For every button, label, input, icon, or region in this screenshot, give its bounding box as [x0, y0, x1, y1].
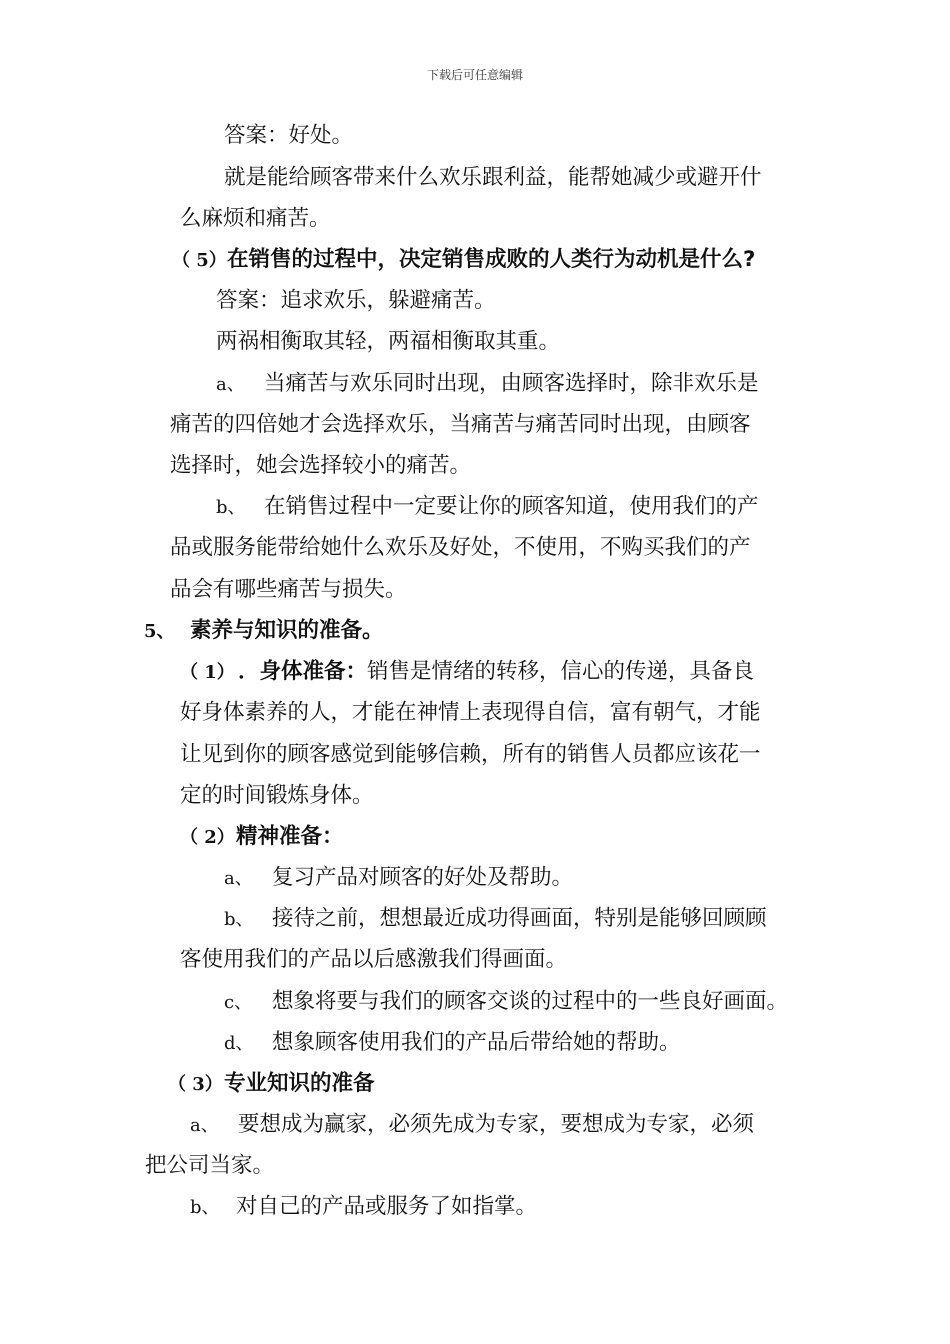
subheading-text: ．身体准备：	[238, 659, 368, 684]
heading-text: 素养与知识的准备。	[190, 618, 384, 643]
page-header: 下载后可任意编辑	[426, 68, 523, 82]
list-marker: b、	[224, 909, 254, 930]
paragraph-line	[180, 781, 374, 811]
line-text: 品会有哪些痛苦与损失。	[170, 577, 407, 602]
list-marker: （ 1）	[180, 662, 235, 683]
section-heading	[144, 616, 384, 646]
answer-line	[216, 286, 496, 316]
line-text: 对自己的产品或服务了如指掌。	[236, 1194, 538, 1219]
line-text: 客使用我们的产品以后感激我们得画面。	[180, 947, 568, 972]
line-text: 痛苦的四倍她才会选择欢乐，当痛苦与痛苦同时出现，由顾客	[170, 412, 751, 437]
list-marker: a、	[190, 1115, 219, 1136]
paragraph-line	[170, 533, 751, 563]
line-text: 品或服务能带给她什么欢乐及好处，不使用，不购买我们的产	[170, 535, 751, 560]
line-text: 两祸相衡取其轻，两福相衡取其重。	[216, 329, 561, 354]
line-text: 当痛苦与欢乐同时出现，由顾客选择时，除非欢乐是	[264, 371, 759, 396]
list-item	[224, 863, 573, 893]
heading-text: 在销售的过程中，决定销售成败的人类行为动机是什么?	[227, 247, 756, 272]
paragraph-line	[170, 410, 751, 440]
list-item	[224, 1028, 681, 1058]
line-text: 想象顾客使用我们的产品后带给她的帮助。	[272, 1030, 681, 1055]
line-text: 让见到你的顾客感觉到能够信赖，所有的销售人员都应该花一	[180, 742, 761, 767]
list-marker: c、	[224, 992, 253, 1013]
paragraph-line	[180, 698, 761, 728]
list-marker: （ 3）	[168, 1074, 223, 1095]
list-marker: a、	[216, 374, 245, 395]
heading-text: 专业知识的准备	[224, 1071, 375, 1096]
list-marker: （ 5）	[172, 250, 227, 271]
question-heading	[172, 245, 755, 275]
list-item	[190, 1110, 754, 1140]
line-text: 要想成为赢家，必须先成为专家，要想成为专家，必须	[238, 1112, 755, 1137]
subsection-heading	[168, 1069, 375, 1099]
line-text: 好身体素养的人，才能在神情上表现得自信，富有朝气，才能	[180, 700, 761, 725]
heading-text: 精神准备：	[236, 824, 344, 849]
line-text: 把公司当家。	[145, 1153, 275, 1178]
paragraph-line	[145, 1151, 274, 1181]
line-text: 定的时间锻炼身体。	[180, 783, 374, 808]
line-text: 答案：追求欢乐，躲避痛苦。	[216, 288, 496, 313]
answer-line	[224, 121, 353, 151]
paragraph-line	[216, 327, 560, 357]
line-text: 就是能给顾客带来什么欢乐跟利益，能帮她减少或避开什	[224, 165, 762, 190]
subsection-heading	[180, 822, 344, 852]
list-item	[190, 1192, 537, 1222]
list-item	[216, 369, 759, 399]
line-text: 想象将要与我们的顾客交谈的过程中的一些良好画面。	[272, 989, 789, 1014]
paragraph-line	[180, 945, 567, 975]
list-marker: （ 2）	[180, 827, 235, 848]
paragraph-line	[170, 575, 407, 605]
line-text: 选择时，她会选择较小的痛苦。	[170, 453, 472, 478]
list-item	[224, 904, 767, 934]
paragraph-line	[170, 451, 471, 481]
list-item	[216, 492, 759, 522]
line-text: 销售是情绪的转移，信心的传递，具备良	[367, 659, 755, 684]
list-marker: d、	[224, 1033, 254, 1054]
line-text: 接待之前，想想最近成功得画面，特别是能够回顾顾	[272, 906, 767, 931]
line-text: 在销售过程中一定要让你的顾客知道，使用我们的产	[264, 494, 759, 519]
list-marker: b、	[216, 497, 246, 518]
list-marker: b、	[190, 1197, 220, 1218]
list-item	[224, 987, 788, 1017]
list-marker: a、	[224, 868, 253, 889]
paragraph-line	[180, 740, 761, 770]
list-item	[180, 657, 754, 687]
paragraph-line	[224, 163, 762, 193]
line-text: 复习产品对顾客的好处及帮助。	[272, 865, 574, 890]
paragraph-line	[180, 204, 331, 234]
line-text: 答案：好处。	[224, 123, 354, 148]
line-text: 么麻烦和痛苦。	[180, 206, 331, 231]
section-number: 5、	[144, 621, 175, 642]
